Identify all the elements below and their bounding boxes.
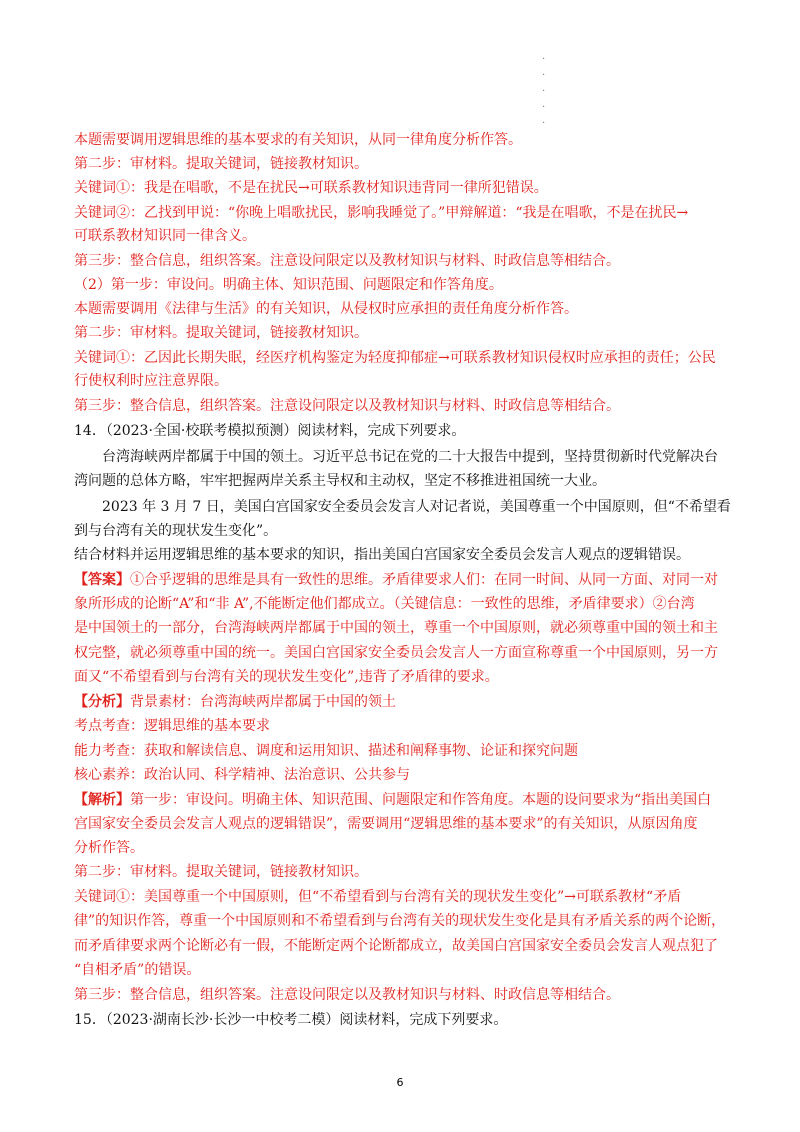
analysis-line: 本题需要调用《法律与生活》的有关知识，从侵权时应承担的责任角度分析作答。 <box>74 301 578 317</box>
explanation-tag: 【解析】 <box>74 792 130 808</box>
analysis-line: 关键词②：乙找到甲说：“你晚上唱歌扰民，影响我睡觉了。”甲辩解道：“我是在唱歌，不是在扰民→ <box>74 205 689 221</box>
analysis-line: 第三步：整合信息，组织答案。注意设问限定以及教材知识与材料、时政信息等相结合。 <box>74 398 620 414</box>
analysis-line: 关键词①：我是在唱歌，不是在扰民→可联系教材知识违背同一律所犯错误。 <box>74 180 548 196</box>
question-14-title: 14．（2023·全国·校联考模拟预测）阅读材料，完成下列要求。 <box>74 423 466 439</box>
explanation-line: 而矛盾律要求两个论断必有一假，不能断定两个论断都成立，故美国白宫国家安全委员会发言人观点犯了 <box>74 938 718 954</box>
material-line: 到与台湾有关的现状发生变化”。 <box>74 523 278 539</box>
answer-line: 权完整，就必须尊重中国的统一。美国白宫国家安全委员会发言人一方面宣称尊重一个中国原则，另一方 <box>74 645 718 661</box>
explanation-line: 律”的知识作答，尊重一个中国原则和不希望看到与台湾有关的现状发生变化是具有矛盾关系的两个论断， <box>74 913 726 929</box>
explanation-text: 第一步：审设问。明确主体、知识范围、问题限定和作答角度。本题的设问要求为“指出美国白 <box>130 792 712 808</box>
question-prompt: 结合材料并运用逻辑思维的基本要求的知识，指出美国白宫国家安全委员会发言人观点的逻辑错误。 <box>74 547 690 563</box>
explanation-line: 关键词①：美国尊重一个中国原则，但“不希望看到与台湾有关的现状发生变化”→可联系教材“矛盾 <box>74 889 682 905</box>
analysis-line: 行使权利时应注意界限。 <box>74 373 228 389</box>
material-line: 2023 年 3 月 7 日，美国白宫国家安全委员会发言人对记者说，美国尊重一个中国原则，但“不希望看 <box>102 499 731 515</box>
answer-text: ①合乎逻辑的思维是具有一致性的思维。矛盾律要求人们：在同一时间、从同一方面、对同一对 <box>130 572 718 588</box>
explanation-line: 宫国家安全委员会发言人观点的逻辑错误”，需要调用“逻辑思维的基本要求”的有关知识，从原因角度 <box>74 816 698 832</box>
analysis-line: 核心素养：政治认同、科学精神、法治意识、公共参与 <box>74 767 410 783</box>
answer-tag: 【答案】 <box>74 572 130 588</box>
margin-dot: . <box>542 83 546 94</box>
analysis-line: 第二步：审材料。提取关键词，链接教材知识。 <box>74 325 368 341</box>
analysis-line: 可联系教材知识同一律含义。 <box>74 228 256 244</box>
explanation-line: 第二步：审材料。提取关键词，链接教材知识。 <box>74 864 368 880</box>
analysis-line: 本题需要调用逻辑思维的基本要求的有关知识，从同一律角度分析作答。 <box>74 132 522 148</box>
answer-line: 是中国领土的一部分，台湾海峡两岸都属于中国的领土，尊重一个中国原则，就必须尊重中国的领土和主 <box>74 620 718 636</box>
analysis-tag: 【分析】 <box>74 694 130 710</box>
answer-line: 面又“不希望看到与台湾有关的现状发生变化”,违背了矛盾律的要求。 <box>74 669 499 685</box>
explanation-line: 第三步：整合信息，组织答案。注意设问限定以及教材知识与材料、时政信息等相结合。 <box>74 987 620 1003</box>
margin-dot: . <box>542 115 546 126</box>
margin-dot: . <box>542 67 546 78</box>
material-line: 湾问题的总体方略，牢牢把握两岸关系主导权和主动权，坚定不移推进祖国统一大业。 <box>74 473 606 489</box>
answer-line <box>74 570 730 590</box>
material-line: 台湾海峡两岸都属于中国的领土。习近平总书记在党的二十大报告中提到，坚持贯彻新时代党解决台 <box>102 449 718 465</box>
analysis-line: 第三步：整合信息，组织答案。注意设问限定以及教材知识与材料、时政信息等相结合。 <box>74 253 620 269</box>
answer-line: 象所形成的论断“A”和“非 A”,不能断定他们都成立。（关键信息：一致性的思维，矛盾律要求）②台湾 <box>74 596 695 612</box>
margin-dot: . <box>542 99 546 110</box>
analysis-line: 第二步：审材料。提取关键词，链接教材知识。 <box>74 156 368 172</box>
analysis-line: （2）第一步：审设问。明确主体、知识范围、问题限定和作答角度。 <box>74 277 503 293</box>
question-15-title: 15．（2023·湖南长沙·长沙一中校考二模）阅读材料，完成下列要求。 <box>74 1012 508 1028</box>
margin-dot: . <box>542 51 546 62</box>
analysis-line: 关键词①：乙因此长期失眠，经医疗机构鉴定为轻度抑郁症→可联系教材知识侵权时应承担的责任；公民 <box>74 350 716 366</box>
explanation-line: “自相矛盾”的错误。 <box>74 962 201 978</box>
analysis-line: 考点考查：逻辑思维的基本要求 <box>74 718 270 734</box>
page-number: 6 <box>396 1076 404 1089</box>
analysis-text: 背景素材：台湾海峡两岸都属于中国的领土 <box>130 694 396 710</box>
explanation-line: 分析作答。 <box>74 840 144 856</box>
analysis-line <box>74 692 730 712</box>
analysis-line: 能力考查：获取和解读信息、调度和运用知识、描述和阐释事物、论证和探究问题 <box>74 743 578 759</box>
explanation-line <box>74 790 730 810</box>
